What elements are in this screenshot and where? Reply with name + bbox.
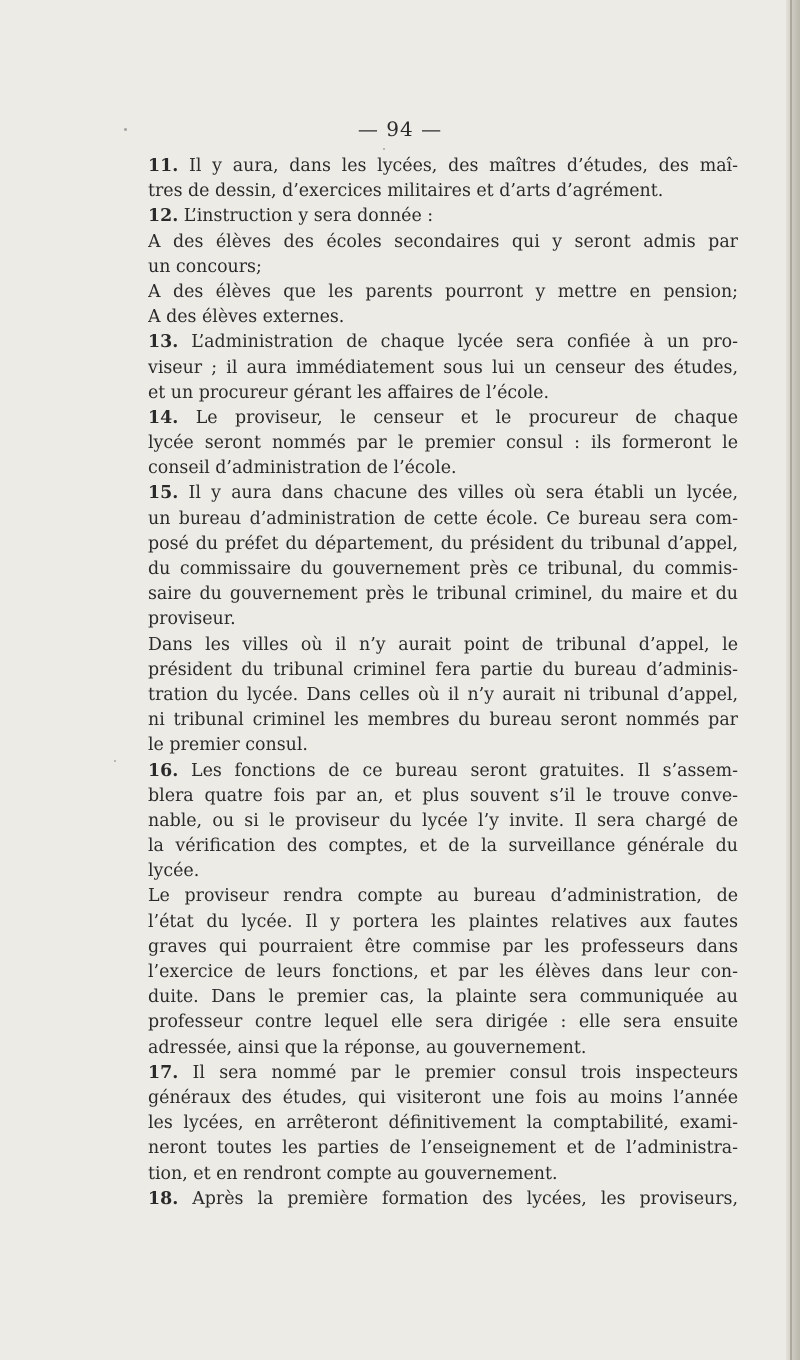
text-line — [148, 1036, 738, 1061]
line-text: A des élèves que les parents pourront y mettre en pension; — [148, 281, 738, 302]
page-edge-shadow — [790, 0, 792, 1360]
text-line — [148, 1136, 738, 1161]
line-text: et un procureur gérant les affaires de l’école. — [148, 382, 550, 403]
text-line — [148, 356, 738, 381]
line-text: président du tribunal criminel fera partie du bureau d’adminis- — [148, 659, 738, 680]
text-line — [148, 255, 738, 280]
line-text: Il y aura, dans les lycées, des maîtres d’études, des maî- — [178, 156, 738, 176]
article-line — [148, 330, 738, 355]
text-line — [148, 607, 738, 632]
text-line — [148, 1111, 738, 1136]
line-text: la vérification des comptes, et de la surveillance générale du — [148, 836, 738, 857]
text-line — [148, 683, 738, 708]
article-line — [148, 1187, 738, 1212]
text-line — [148, 658, 738, 683]
line-text: l’état du lycée. Il y portera les plaintes relatives aux fautes — [148, 911, 738, 932]
line-text: l’exercice de leurs fonctions, et par les élèves dans leur con- — [148, 962, 738, 982]
article-line — [148, 759, 738, 784]
article-number: 12. — [148, 206, 179, 227]
text-line — [148, 784, 738, 809]
line-text: Les fonctions de ce bureau seront gratuites. Il s’assem- — [178, 760, 738, 781]
article-number: 18. — [148, 1188, 179, 1209]
article-number: 16. — [148, 760, 179, 781]
line-text: graves qui pourraient être commise par les professeurs dans — [148, 936, 738, 957]
line-text: Il sera nommé par le premier consul trois inspecteurs — [178, 1062, 738, 1083]
article-number: 13. — [148, 332, 179, 353]
line-text: Le proviseur rendra compte au bureau d’administration, de — [148, 886, 738, 907]
line-text: viseur ; il aura immédiatement sous lui un censeur des études, — [148, 357, 738, 378]
line-text: posé du préfet du département, du président du tribunal d’appel, — [148, 533, 738, 554]
text-line — [148, 532, 738, 557]
line-text: adressée, ainsi que la réponse, au gouvernement. — [148, 1037, 587, 1058]
line-text: saire du gouvernement près le tribunal criminel, du maire et du — [148, 584, 738, 605]
text-line — [148, 708, 738, 733]
line-text: le premier consul. — [148, 735, 308, 756]
text-line — [148, 884, 738, 909]
text-line — [148, 507, 738, 532]
line-text: A des élèves externes. — [148, 307, 345, 328]
text-line — [148, 305, 738, 330]
text-line — [148, 280, 738, 305]
article-line — [148, 154, 738, 179]
line-text: un concours; — [148, 256, 262, 277]
line-text: Dans les villes où il n’y aurait point de tribunal d’appel, le — [148, 634, 738, 655]
text-line — [148, 456, 738, 481]
line-text: lycée. — [148, 861, 200, 882]
article-line — [148, 481, 738, 506]
line-text: blera quatre fois par an, et plus souvent s’il le trouve conve- — [148, 785, 738, 806]
article-number: 11. — [148, 156, 179, 176]
article-line — [148, 204, 738, 229]
line-text: généraux des études, qui visiteront une fois au moins l’année — [148, 1087, 738, 1108]
text-line — [148, 859, 738, 884]
line-text: L’instruction y sera donnée : — [178, 206, 434, 227]
line-text: proviseur. — [148, 609, 236, 630]
line-text: Après la première formation des lycées, les proviseurs, — [178, 1188, 738, 1209]
line-text: professeur contre lequel elle sera dirigée : elle sera ensuite — [148, 1012, 738, 1033]
line-text: conseil d’administration de l’école. — [148, 458, 457, 479]
line-text: lycée seront nommés par le premier consul : ils formeront le — [148, 433, 738, 454]
text-line — [148, 381, 738, 406]
text-line — [148, 960, 738, 985]
line-text: Il y aura dans chacune des villes où sera établi un lycée, — [178, 483, 738, 504]
line-text: A des élèves des écoles secondaires qui y seront admis par — [148, 231, 738, 252]
line-text: du commissaire du gouvernement près ce tribunal, du commis- — [148, 559, 738, 579]
article-number: 14. — [148, 407, 179, 428]
text-line — [148, 1162, 738, 1187]
line-text: tion, et en rendront compte au gouvernement. — [148, 1163, 558, 1184]
page-number: — 94 — — [357, 117, 443, 141]
text-line — [148, 557, 738, 582]
text-line — [148, 935, 738, 960]
line-text: ni tribunal criminel les membres du bureau seront nommés par — [148, 710, 738, 731]
text-line — [148, 230, 738, 255]
line-text: neront toutes les parties de l’enseignement et de l’administra- — [148, 1138, 738, 1159]
line-text: L’administration de chaque lycée sera confiée à un pro- — [178, 332, 738, 353]
text-line — [148, 809, 738, 834]
text-line — [148, 985, 738, 1010]
line-text: nable, ou si le proviseur du lycée l’y invite. Il sera chargé de — [148, 810, 738, 831]
line-text: tration du lycée. Dans celles où il n’y aurait ni tribunal d’appel, — [148, 684, 738, 705]
article-line — [148, 1061, 738, 1086]
text-line — [148, 910, 738, 935]
article-line — [148, 406, 738, 431]
line-text: tres de dessin, d’exercices militaires et d’arts d’agrément. — [148, 181, 664, 202]
text-line — [148, 633, 738, 658]
article-number: 15. — [148, 483, 179, 504]
text-line — [148, 834, 738, 859]
line-text: duite. Dans le premier cas, la plainte sera communiquée au — [148, 987, 738, 1008]
line-text: les lycées, en arrêteront définitivement la comptabilité, exami- — [148, 1113, 738, 1134]
page-edge — [786, 0, 800, 1360]
paper-speck — [114, 760, 116, 762]
text-line — [148, 179, 738, 204]
paper-speck — [383, 148, 385, 150]
text-line — [148, 431, 738, 456]
line-text: Le proviseur, le censeur et le procureur de chaque — [178, 407, 738, 428]
text-line — [148, 582, 738, 607]
text-line — [148, 733, 738, 758]
line-text: un bureau d’administration de cette école. Ce bureau sera com- — [148, 508, 738, 529]
body-text — [148, 154, 738, 1212]
text-line — [148, 1086, 738, 1111]
article-number: 17. — [148, 1062, 179, 1083]
text-line — [148, 1010, 738, 1035]
